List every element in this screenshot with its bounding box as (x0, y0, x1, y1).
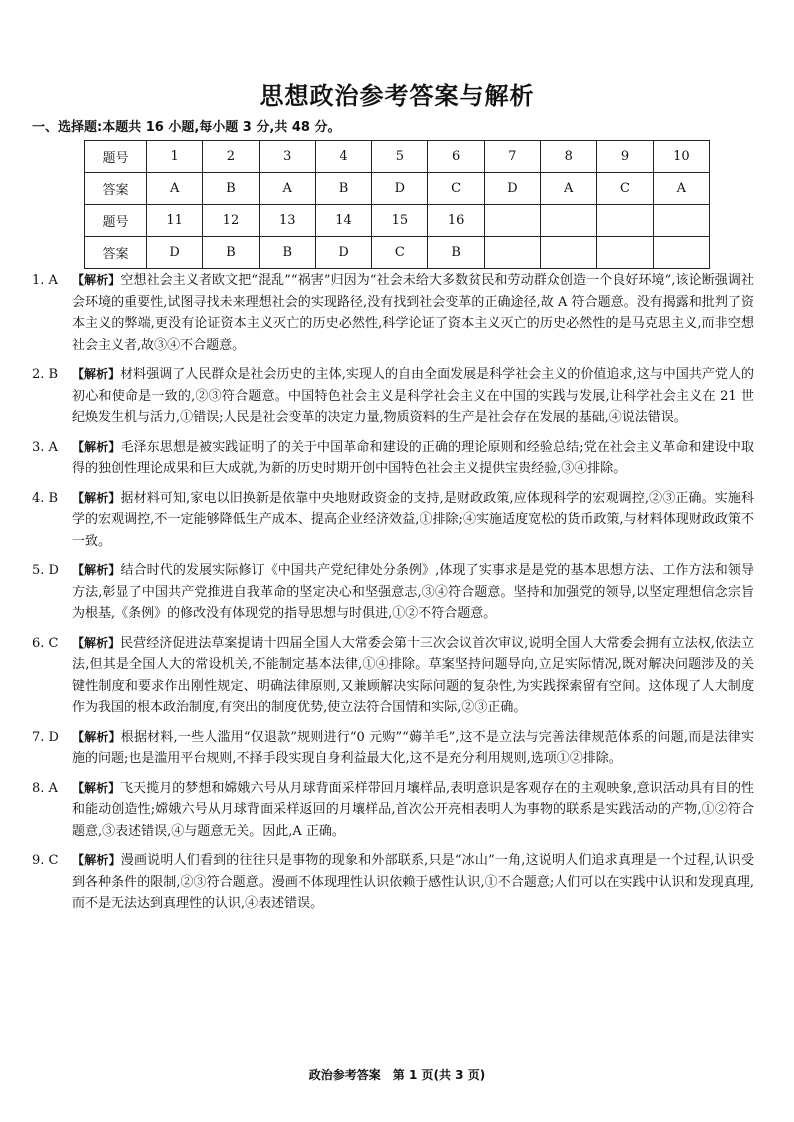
answer-cell (653, 237, 709, 269)
analysis-tag: 【解析】 (72, 490, 121, 505)
analysis-tag: 【解析】 (72, 563, 121, 577)
explanation-body (72, 488, 754, 553)
answer-cell: B (428, 237, 484, 269)
explanation-body (72, 560, 754, 625)
question-number: 10 (653, 141, 709, 173)
explanation-text: 空想社会主义者欧文把“混乱”“祸害”归因为“社会未给大多数贫民和劳动群众创造一个良好环境”,该论断强调社会环境的重要性,试图寻找未来理想社会的实现路径,没有找到社会变革的正确途径,故 A 符合题意。没有揭露和批判了资本主义的弊端,更没有论证资本主义灭亡的历史必然性,科学论证了资本主义灭亡的历史必然性的是马克思主义,而非空想社会主义者,故③④不合题意。 (72, 273, 754, 353)
explanation-text: 飞天揽月的梦想和嫦娥六号从月球背面采样带回月壤样品,表明意识是客观存在的主观映象,意识活动具有目的性和能动创造性;嫦娥六号从月球背面采样返回的月壤样品,首次公开亮相表明人为事物的联系是实践活动的产物,①②符合题意,③表述错误,④与题意无关。因此,A 正确。 (72, 780, 754, 839)
question-answer: 8. A (32, 780, 58, 796)
explanation-text: 据材料可知,家电以旧换新是依靠中央地财政资金的支持,是财政政策,应体现科学的宏观调控,②③正确。实施科学的宏观调控,不一定能够降低生产成本、提高企业经济效益,①排除;④实施适度宽松的货币政策,与材料体现财政政策不一致。 (72, 490, 754, 549)
explanation-item (32, 364, 754, 429)
question-number: 16 (428, 205, 484, 237)
question-number: 12 (203, 205, 259, 237)
question-answer: 2. B (32, 367, 59, 382)
explanation-body (72, 850, 754, 915)
question-answer: 4. B (32, 490, 59, 506)
analysis-tag: 【解析】 (72, 635, 121, 650)
explanation-text: 民营经济促进法草案提请十四届全国人大常委会第十三次会议首次审议,说明全国人大常委会拥有立法权,依法立法,但其是全国人大的常设机关,不能制定基本法律,①④排除。草案坚持问题导向,立足实际情况,既对解决问题涉及的关键性制度和要求作出刚性规定、明确法律原则,又兼顾解决实际问题的复杂性,为实践探索留有空间。这体现了人大制度作为我国的根本政治制度,有突出的制度优势,使立法符合国情和实际,②③正确。 (72, 635, 754, 715)
question-number: 15 (372, 205, 428, 237)
explanation-text: 毛泽东思想是被实践证明了的关于中国革命和建设的正确的理论原则和经验总结;党在社会主义革命和建设中取得的独创性理论成果和巨大成就,为新的历史时期开创中国特色社会主义提供宝贵经验,③④排除。 (72, 439, 754, 476)
answer-cell: C (597, 173, 653, 205)
page-footer: 政治参考答案 第 1 页(共 3 页) (308, 1068, 486, 1082)
answer-cell: C (372, 237, 428, 269)
answer-cell: D (315, 237, 371, 269)
analysis-tag: 【解析】 (72, 367, 121, 381)
question-number: 13 (259, 205, 315, 237)
question-number: 6 (428, 141, 484, 173)
explanation-body (72, 727, 754, 770)
explanation-body (72, 364, 754, 429)
question-number (597, 205, 653, 237)
row-label: 答案 (85, 237, 147, 269)
question-number: 9 (597, 141, 653, 173)
analysis-tag: 【解析】 (72, 853, 121, 867)
answer-cell: A (653, 173, 709, 205)
question-number: 5 (372, 141, 428, 173)
table-row (85, 205, 710, 237)
answer-cell (484, 237, 540, 269)
explanation-item (32, 633, 754, 719)
analysis-tag: 【解析】 (72, 439, 121, 454)
answer-cell (597, 237, 653, 269)
question-answer: 5. D (32, 563, 59, 578)
table-row (85, 237, 710, 269)
explanation-body (72, 437, 754, 480)
answer-cell: D (372, 173, 428, 205)
answer-cell: A (541, 173, 597, 205)
question-number: 4 (315, 141, 371, 173)
question-number: 14 (315, 205, 371, 237)
answer-cell: D (147, 237, 203, 269)
answer-cell (541, 237, 597, 269)
answer-cell: C (428, 173, 484, 205)
row-label: 答案 (85, 173, 147, 205)
explanation-body (72, 633, 754, 719)
answer-table (84, 140, 710, 269)
explanation-item (32, 270, 754, 356)
question-number: 3 (259, 141, 315, 173)
answer-cell: B (203, 237, 259, 269)
question-number (541, 205, 597, 237)
explanation-body (72, 778, 754, 843)
explanation-item (32, 488, 754, 553)
answer-cell: B (259, 237, 315, 269)
explanation-item (32, 850, 754, 915)
explanation-item (32, 727, 754, 770)
answer-cell: B (203, 173, 259, 205)
question-number: 7 (484, 141, 540, 173)
explanation-item (32, 560, 754, 625)
explanation-text: 根据材料,一些人滥用“仅退款”规则进行“0 元购”“薅羊毛”,这不是立法与完善法律规范体系的问题,而是法律实施的问题;也是滥用平台规则,不择手段实现自身利益最大化,这不是充分利用规则,选项①②排除。 (72, 729, 754, 766)
section-heading: 一、选择题:本题共 16 小题,每小题 3 分,共 48 分。 (32, 120, 341, 135)
question-number: 1 (147, 141, 203, 173)
answer-cell: B (315, 173, 371, 205)
analysis-tag: 【解析】 (72, 729, 121, 744)
question-answer: 3. A (32, 439, 58, 455)
analysis-tag: 【解析】 (72, 273, 121, 287)
page-title: 思想政治参考答案与解析 (259, 82, 535, 110)
explanation-item (32, 437, 754, 480)
question-answer: 6. C (32, 635, 59, 651)
question-number (653, 205, 709, 237)
answer-cell: A (259, 173, 315, 205)
row-label: 题号 (85, 141, 147, 173)
answer-cell: A (147, 173, 203, 205)
question-number: 2 (203, 141, 259, 173)
explanation-list (32, 270, 754, 923)
explanation-body (72, 270, 754, 356)
analysis-tag: 【解析】 (72, 780, 121, 795)
question-number (484, 205, 540, 237)
explanation-text: 漫画说明人们看到的往往只是事物的现象和外部联系,只是“冰山”一角,这说明人们追求真理是一个过程,认识受到各种条件的限制,②③符合题意。漫画不体现理性认识依赖于感性认识,①不合题意;人们可以在实践中认识和发现真理,而不是无法达到真理性的认识,④表述错误。 (72, 853, 754, 911)
question-answer: 7. D (32, 729, 59, 745)
row-label: 题号 (85, 205, 147, 237)
table-row (85, 173, 710, 205)
explanation-item (32, 778, 754, 843)
question-answer: 9. C (32, 853, 59, 868)
question-answer: 1. A (32, 273, 58, 288)
table-row (85, 141, 710, 173)
explanation-text: 结合时代的发展实际修订《中国共产党纪律处分条例》,体现了实事求是是党的基本思想方法、工作方法和领导方法,彰显了中国共产党推进自我革命的坚定决心和坚强意志,③④符合题意。坚持和加强党的领导,以坚定理想信念宗旨为根基,《条例》的修改没有体现党的指导思想与时俱进,①②不符合题意。 (72, 563, 754, 621)
answer-cell: D (484, 173, 540, 205)
explanation-text: 材料强调了人民群众是社会历史的主体,实现人的自由全面发展是科学社会主义的价值追求,这与中国共产党人的初心和使命是一致的,②③符合题意。中国特色社会主义是科学社会主义在中国的实践与发展,让科学社会主义在 21 世纪焕发生机与活力,①错误;人民是社会变革的决定力量,物质资料的生产是社会存在发展的基础,④说法错误。 (72, 367, 754, 425)
question-number: 8 (541, 141, 597, 173)
question-number: 11 (147, 205, 203, 237)
